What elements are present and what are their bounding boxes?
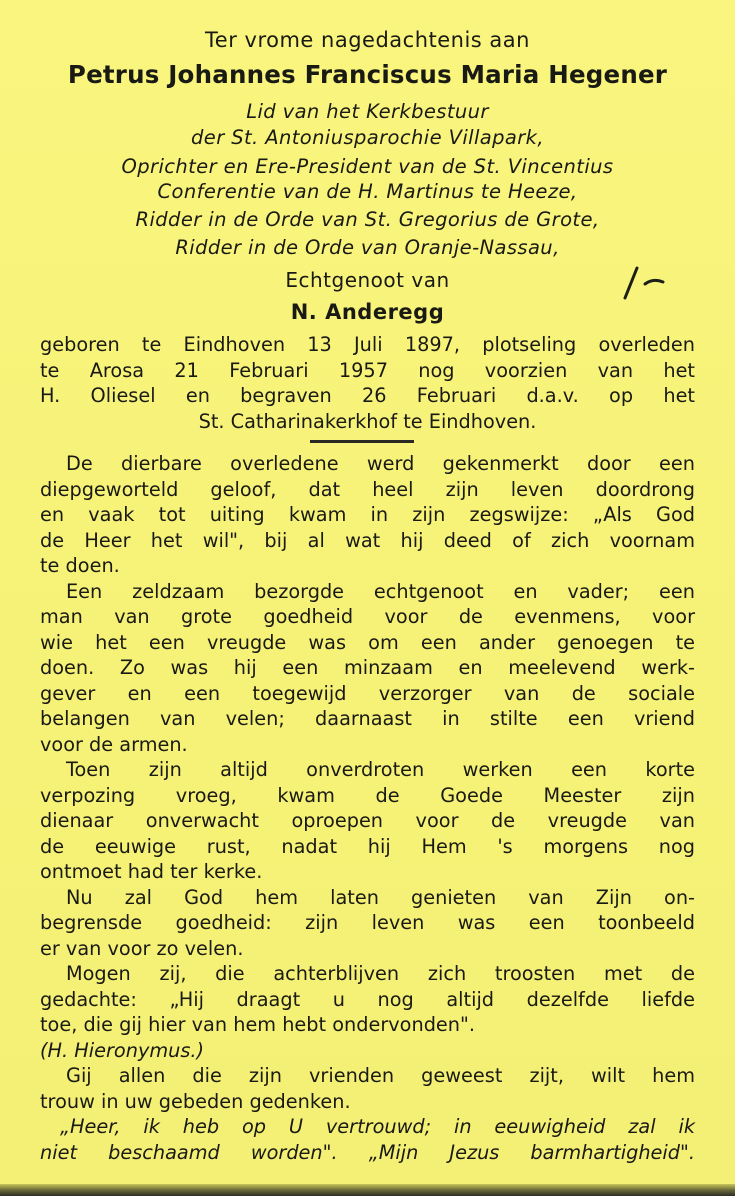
deceased-name: Petrus Johannes Franciscus Maria Hegener xyxy=(67,60,668,89)
text-line: diepgeworteld geloof, dat heel zijn leven doordrong xyxy=(40,477,695,501)
text-line: Toen zijn altijd onverdroten werken een korte xyxy=(66,758,695,781)
birth-line: St. Catharinakerkhof te Eindhoven. xyxy=(198,409,537,433)
role-line: Ridder in de Orde van Oranje-Nassau, xyxy=(175,236,560,259)
text-line: en vaak tot uiting kwam in zijn zegswijze: „Als God xyxy=(40,503,695,526)
role-line: Oprichter en Ere-President van de St. Vincentius xyxy=(121,155,614,178)
text-line: de Heer het wil", bij al wat hij deed of zich voornam xyxy=(40,528,695,552)
card-bottom-edge xyxy=(0,1184,735,1196)
paragraph-faith xyxy=(40,451,695,579)
text-line: gedachte: „Hij draagt u nog altijd dezelfde liefde xyxy=(40,987,695,1011)
text-line: de eeuwige rust, nadat hij Hem 's morgens nog xyxy=(40,834,695,858)
text-line: „Heer, ik heb op U vertrouwd; in eeuwigheid zal ik xyxy=(60,1115,695,1138)
birth-line: te Arosa 21 Februari 1957 nog voorzien van het xyxy=(40,358,695,382)
text-line: er van voor zo velen. xyxy=(40,936,244,960)
text-line: dienaar onverwacht oproepen voor de vreugde van xyxy=(40,809,695,832)
divider xyxy=(310,440,414,443)
role-line: der St. Antoniusparochie Villapark, xyxy=(191,126,544,149)
text-line: trouw in uw gebeden gedenken. xyxy=(40,1089,351,1113)
role-line: Conferentie van de H. Martinus te Heeze, xyxy=(157,180,578,203)
role-line: Lid van het Kerkbestuur xyxy=(246,100,489,123)
birth-death-info xyxy=(40,332,695,434)
text-line: Een zeldzaam bezorgde echtgenoot en vader; een xyxy=(66,579,695,603)
text-line: toe, die gij hier van hem hebt ondervonden". xyxy=(40,1013,476,1036)
text-line: doen. Zo was hij een minzaam en meelevend werk- xyxy=(40,656,695,679)
text-line: begrensde goedheid: zijn leven was een toonbeeld xyxy=(40,911,695,934)
paragraph-death xyxy=(40,757,695,885)
text-line: ontmoet had ter kerke. xyxy=(40,860,263,883)
text-line: Mogen zij, die achterblijven zich troosten met de xyxy=(66,962,695,985)
birth-line: geboren te Eindhoven 13 Juli 1897, plotseling overleden xyxy=(40,333,695,356)
text-line: voor de armen. xyxy=(40,732,188,756)
spouse-name: N. Anderegg xyxy=(290,300,445,324)
paragraph-goodness xyxy=(40,885,695,962)
text-line: te doen. xyxy=(40,554,120,577)
text-line: wie het een vreugde was om een ander genoegen te xyxy=(40,630,695,654)
text-line: man van grote goedheid voor de evenmens, voor xyxy=(40,605,695,628)
text-line: gever en een toegewijd verzorger van de sociale xyxy=(40,681,695,705)
paragraph-comfort xyxy=(40,961,695,1063)
quote-attribution: (H. Hieronymus.) xyxy=(40,1038,205,1062)
paragraph-character xyxy=(40,579,695,758)
intro-line: Ter vrome nagedachtenis aan xyxy=(205,28,530,52)
paragraph-prayer-request xyxy=(40,1063,695,1114)
spouse-intro: Echtgenoot van xyxy=(285,268,450,292)
text-line: niet beschaamd worden". „Mijn Jezus barmhartigheid". xyxy=(40,1140,695,1164)
memorial-text xyxy=(40,451,695,1165)
role-line: Ridder in de Orde van St. Gregorius de Grote, xyxy=(135,208,600,231)
text-line: De dierbare overledene werd gekenmerkt door een xyxy=(66,452,695,475)
paragraph-closing-prayer xyxy=(40,1114,695,1165)
handwritten-mark-icon xyxy=(615,262,675,307)
birth-line: H. Oliesel en begraven 26 Februari d.a.v. op het xyxy=(40,384,695,407)
text-line: verpozing vroeg, kwam de Goede Meester zijn xyxy=(40,783,695,807)
text-line: Nu zal God hem laten genieten van Zijn on- xyxy=(66,885,695,909)
text-line: belangen van velen; daarnaast in stilte een vriend xyxy=(40,707,695,730)
text-line: Gij allen die zijn vrienden geweest zijt, wilt hem xyxy=(66,1064,695,1087)
